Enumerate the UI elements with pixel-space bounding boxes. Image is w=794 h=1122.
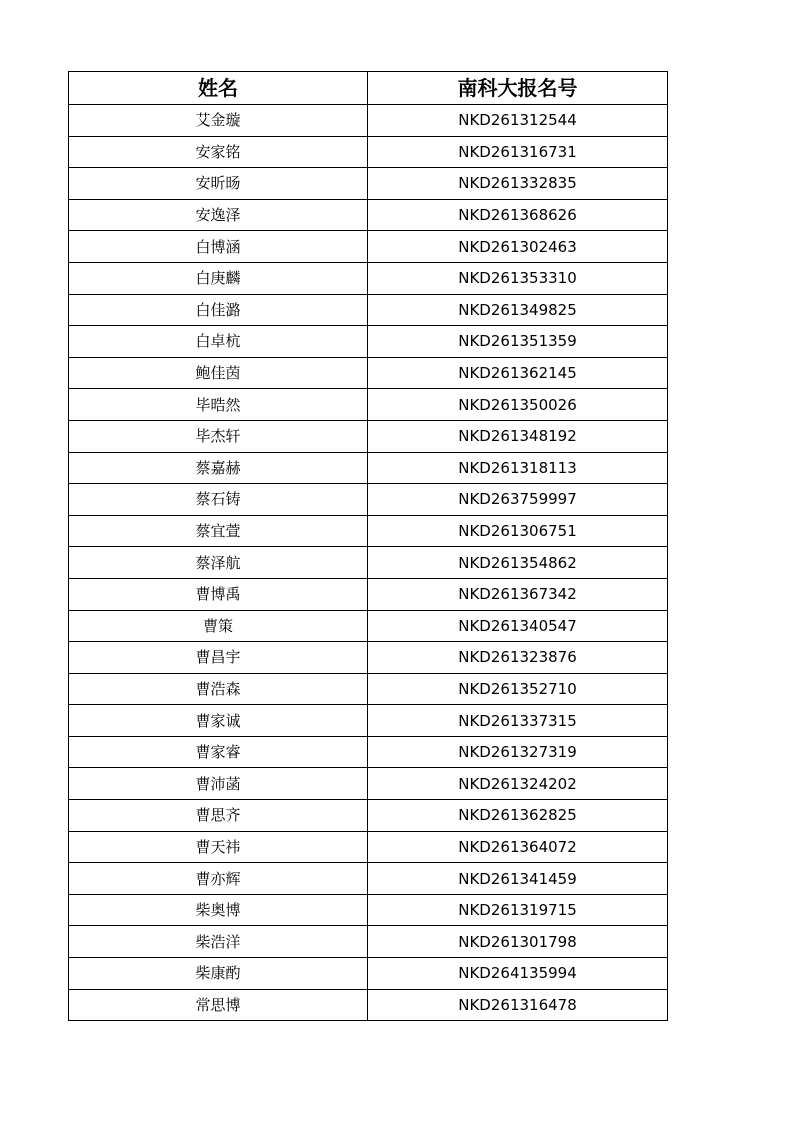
registration-number-cell: NKD261324202 <box>368 768 668 800</box>
table-row <box>69 610 668 642</box>
student-name-cell: 常思博 <box>69 989 368 1021</box>
student-name-cell: 曹家诚 <box>69 705 368 737</box>
registration-number-cell: NKD261352710 <box>368 673 668 705</box>
student-name-cell: 白卓杭 <box>69 326 368 358</box>
table-row <box>69 326 668 358</box>
registration-number-cell: NKD261349825 <box>368 294 668 326</box>
registration-number-cell: NKD261312544 <box>368 105 668 137</box>
student-name-cell: 安逸泽 <box>69 199 368 231</box>
student-name-cell: 曹沛菡 <box>69 768 368 800</box>
student-name-cell: 蔡嘉赫 <box>69 452 368 484</box>
table-row <box>69 642 668 674</box>
table-row <box>69 105 668 137</box>
header-row <box>69 72 668 105</box>
table-row <box>69 705 668 737</box>
table-row <box>69 547 668 579</box>
student-name-cell: 曹亦辉 <box>69 863 368 895</box>
table-row <box>69 452 668 484</box>
registration-number-cell: NKD261341459 <box>368 863 668 895</box>
registration-number-cell: NKD261327319 <box>368 736 668 768</box>
registration-number-cell: NKD261367342 <box>368 578 668 610</box>
student-name-cell: 曹家睿 <box>69 736 368 768</box>
table-row <box>69 989 668 1021</box>
student-name-cell: 柴康酌 <box>69 958 368 990</box>
registration-number-cell: NKD261368626 <box>368 199 668 231</box>
table-row <box>69 357 668 389</box>
registration-number-cell: NKD261301798 <box>368 926 668 958</box>
student-name-cell: 鲍佳茵 <box>69 357 368 389</box>
registration-number-cell: NKD261354862 <box>368 547 668 579</box>
table-row <box>69 831 668 863</box>
table-row <box>69 389 668 421</box>
registration-number-cell: NKD264135994 <box>368 958 668 990</box>
header-registration-number: 南科大报名号 <box>368 72 668 105</box>
student-name-cell: 蔡石铸 <box>69 484 368 516</box>
student-name-cell: 安家铭 <box>69 136 368 168</box>
student-name-cell: 毕晧然 <box>69 389 368 421</box>
student-name-cell: 白佳潞 <box>69 294 368 326</box>
table-row <box>69 800 668 832</box>
student-name-cell: 白博涵 <box>69 231 368 263</box>
student-name-cell: 曹策 <box>69 610 368 642</box>
registration-number-cell: NKD261340547 <box>368 610 668 642</box>
registration-number-cell: NKD261302463 <box>368 231 668 263</box>
registration-number-cell: NKD261306751 <box>368 515 668 547</box>
table-row <box>69 199 668 231</box>
registration-number-cell: NKD261316478 <box>368 989 668 1021</box>
student-name-cell: 柴奥博 <box>69 894 368 926</box>
table-row <box>69 958 668 990</box>
registration-number-cell: NKD261351359 <box>368 326 668 358</box>
student-name-cell: 曹浩森 <box>69 673 368 705</box>
registration-number-cell: NKD261364072 <box>368 831 668 863</box>
registration-number-cell: NKD261337315 <box>368 705 668 737</box>
student-name-cell: 曹思齐 <box>69 800 368 832</box>
student-name-cell: 安昕旸 <box>69 168 368 200</box>
header-name: 姓名 <box>69 72 368 105</box>
table-row <box>69 484 668 516</box>
student-name-cell: 柴浩洋 <box>69 926 368 958</box>
table-row <box>69 294 668 326</box>
table-row <box>69 420 668 452</box>
table-row <box>69 515 668 547</box>
registration-number-cell: NKD261319715 <box>368 894 668 926</box>
registration-number-cell: NKD261362825 <box>368 800 668 832</box>
table-row <box>69 136 668 168</box>
student-name-cell: 曹昌宇 <box>69 642 368 674</box>
registration-number-cell: NKD261353310 <box>368 262 668 294</box>
student-name-cell: 蔡宜萱 <box>69 515 368 547</box>
student-name-cell: 白庚麟 <box>69 262 368 294</box>
table-row <box>69 578 668 610</box>
table-row <box>69 168 668 200</box>
registration-number-cell: NKD261316731 <box>368 136 668 168</box>
student-name-cell: 艾金璇 <box>69 105 368 137</box>
registration-number-cell: NKD261362145 <box>368 357 668 389</box>
student-name-cell: 毕杰轩 <box>69 420 368 452</box>
student-name-cell: 蔡泽航 <box>69 547 368 579</box>
table-row <box>69 863 668 895</box>
table-row <box>69 262 668 294</box>
table-row <box>69 768 668 800</box>
student-name-cell: 曹博禹 <box>69 578 368 610</box>
student-name-cell: 曹天祎 <box>69 831 368 863</box>
table-row <box>69 894 668 926</box>
registration-number-cell: NKD261318113 <box>368 452 668 484</box>
registration-number-cell: NKD261348192 <box>368 420 668 452</box>
registration-number-cell: NKD263759997 <box>368 484 668 516</box>
registration-number-cell: NKD261323876 <box>368 642 668 674</box>
table-row <box>69 673 668 705</box>
registration-number-cell: NKD261350026 <box>368 389 668 421</box>
table-row <box>69 926 668 958</box>
registration-table <box>68 71 668 1021</box>
table-row <box>69 231 668 263</box>
table-row <box>69 736 668 768</box>
registration-number-cell: NKD261332835 <box>368 168 668 200</box>
